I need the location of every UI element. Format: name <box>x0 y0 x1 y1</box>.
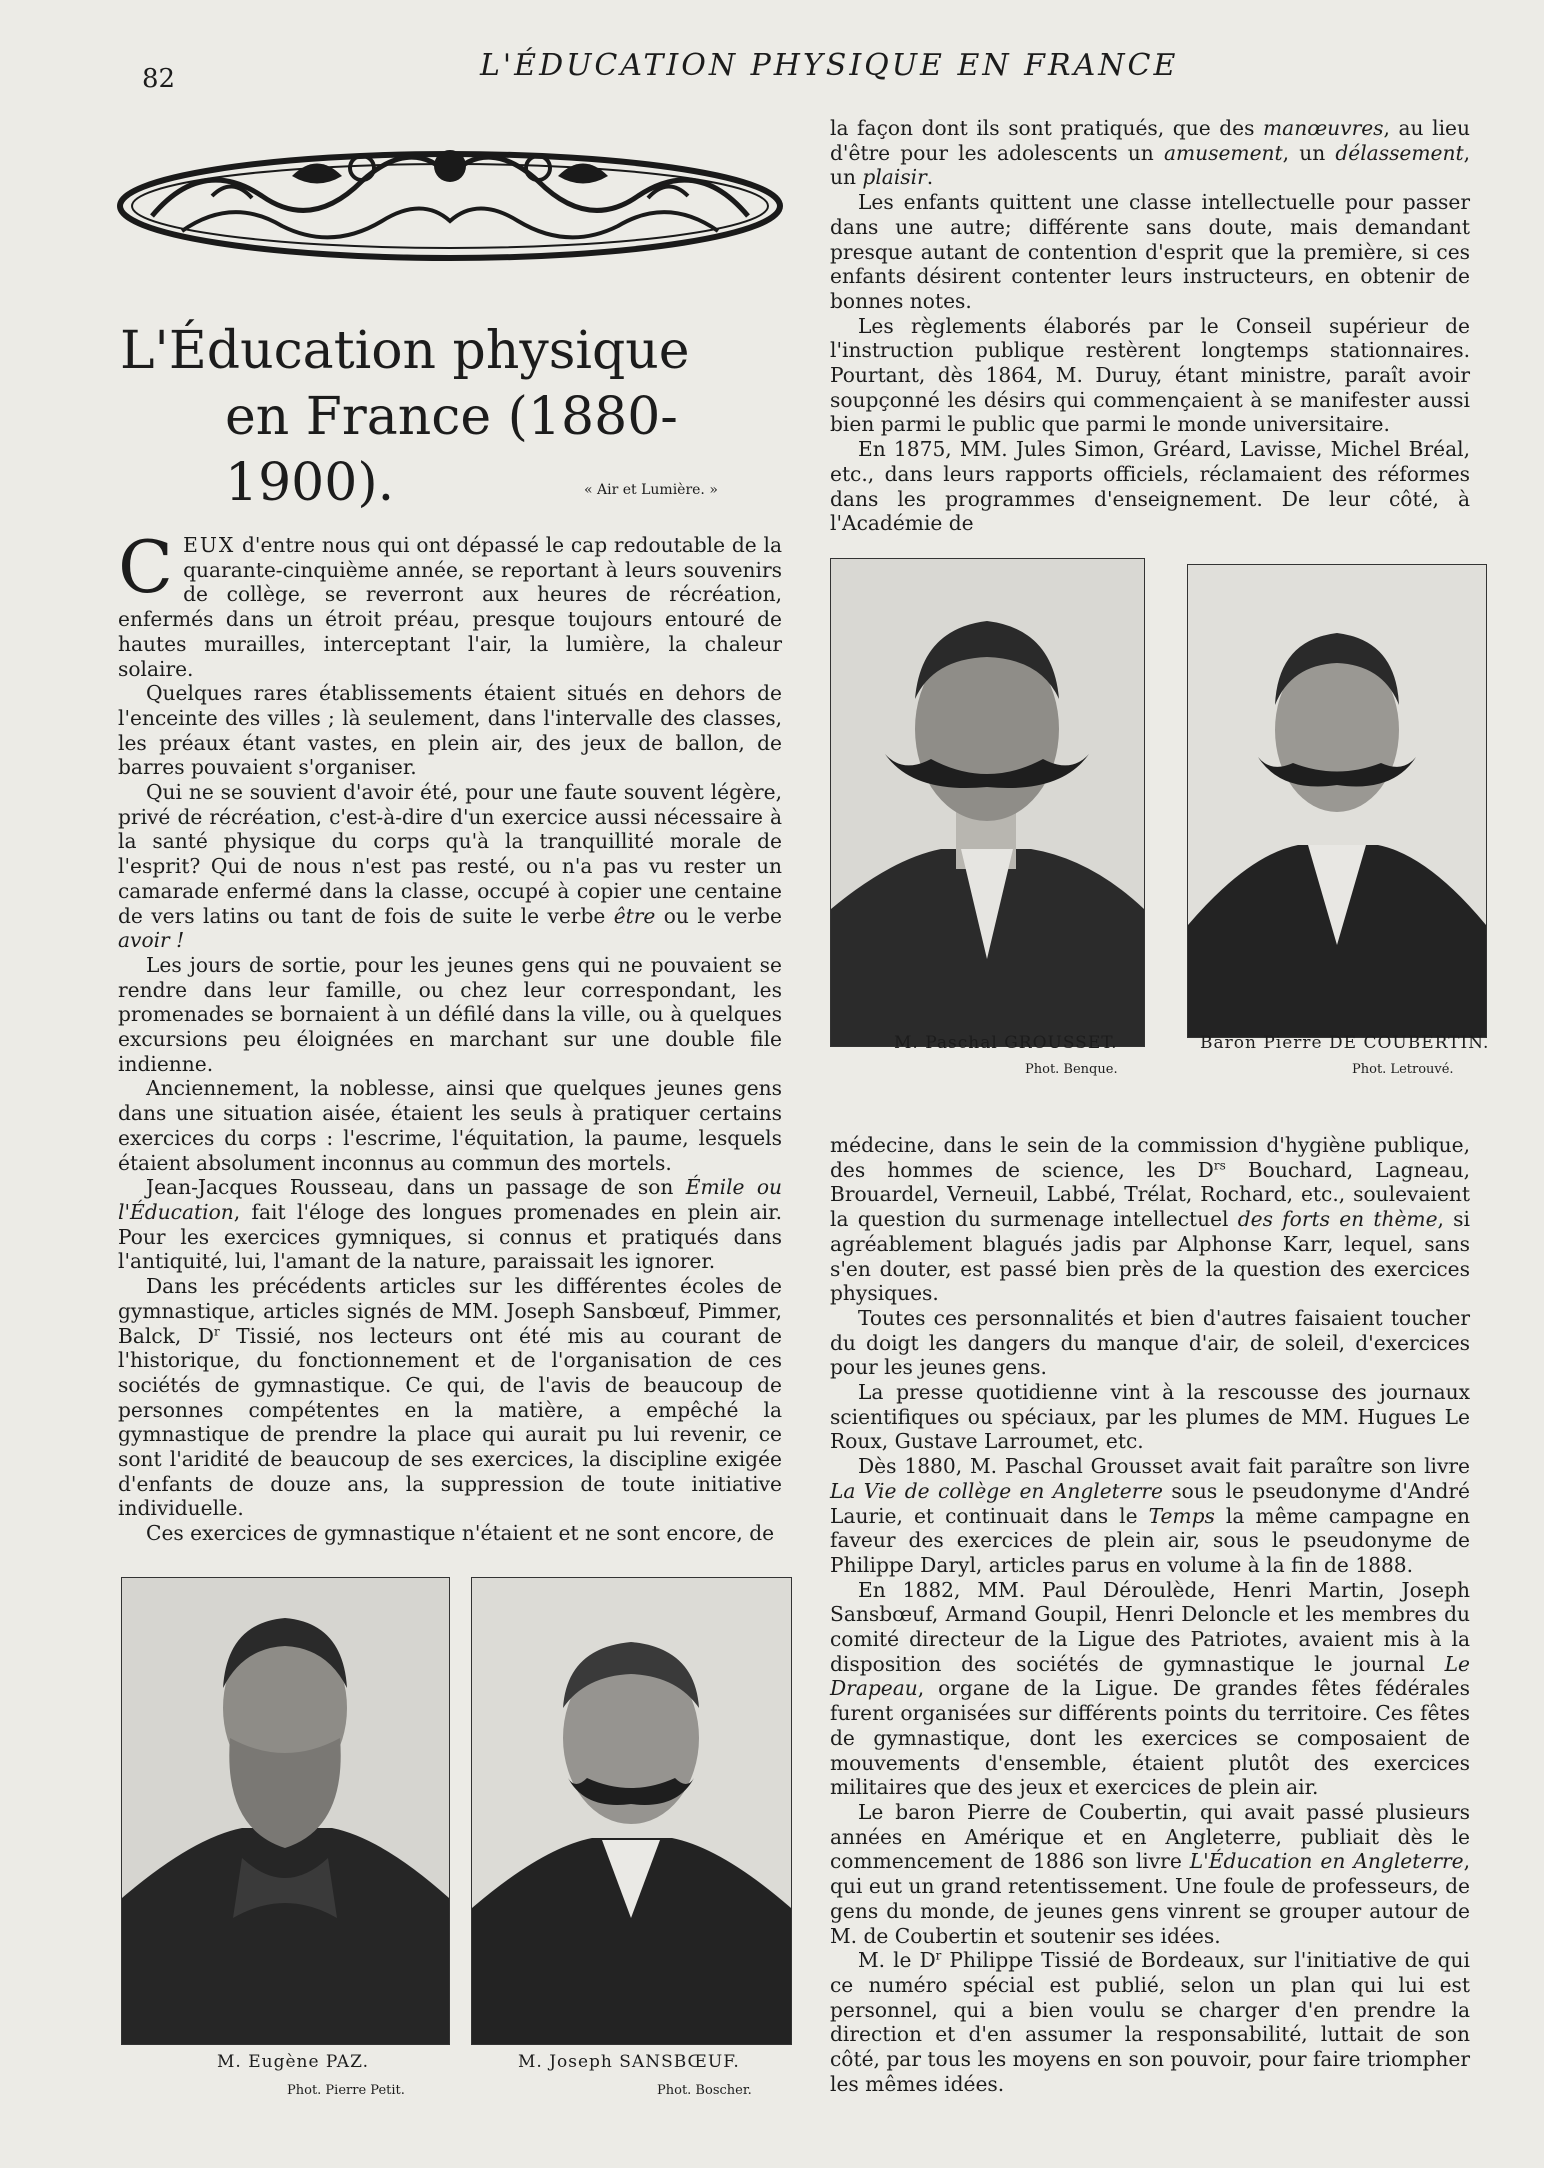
paragraph: Toutes ces personnalités et bien d'autres faisaient toucher du doigt les dangers du manque d'air, de soleil, d'exercices pour les jeunes gens. <box>830 1305 1470 1380</box>
paragraph <box>830 1948 1470 2096</box>
photo-sansboeuf <box>471 1577 792 2045</box>
portrait-grousset-icon <box>831 559 1144 1046</box>
italic-text: être <box>613 903 656 928</box>
paragraph: La presse quotidienne vint à la rescousse des journaux scientifiques ou spéciaux, par les plumes de MM. Hugues Le Roux, Gustave Larroumet, etc. <box>830 1380 1470 1454</box>
paragraph-text: Tissié, nos lecteurs ont été mis au courant de l'historique, du fonctionnement et de l'organisation de ces sociétés de gymnastique. Ce qui, de l'avis de beaucoup de personnes compétentes en la matière, a empêché la gymnastique de prendre la place qui aurait pu lui revenir, ce sont l'aridité de beaucoup de ses exercices, la discipline exigée d'enfants de douze ans, la suppression de toute initiative individuelle. <box>118 1323 782 1521</box>
caption-grousset: M. Paschal GROUSSET. <box>894 1033 1118 1053</box>
paragraph-text: Dès 1880, M. Paschal Grousset avait fait paraître son livre <box>858 1454 1470 1479</box>
paragraph: Les enfants quittent une classe intellectuelle pour passer dans une autre; différente sans doute, mais demandant presque autant de contention d'esprit que la première, si ces enfants désirent contenter leurs instructeurs, en obtenir de bonnes notes. <box>830 190 1470 313</box>
title-line-2: en France (1880-1900). <box>225 387 678 513</box>
paragraph: En 1875, MM. Jules Simon, Gréard, Lavisse, Michel Bréal, etc., dans leurs rapports officiels, réclamaient des réformes dans les programmes d'enseignement. De leur côté, à l'Académie de <box>830 437 1470 536</box>
decorative-ornament-icon <box>112 136 788 266</box>
paragraph-text: , fait l'éloge des longues promenades en plein air. Pour les exercices gymniques, si connus et pratiqués dans l'antiquité, lui, l'amant de la nature, paraissait les ignorer. <box>118 1199 782 1274</box>
credit-paz: Phot. Pierre Petit. <box>287 2083 405 2098</box>
epigraph: « Air et Lumière. » <box>584 482 718 498</box>
paragraph-text: Dans les précédents articles sur les différentes écoles de gymnastique, articles signés de MM. Joseph Sansbœuf, Pimmer, Balck, D <box>118 1274 782 1348</box>
paragraph-text: la façon dont ils sont pratiqués, que des <box>830 116 1264 140</box>
paragraph <box>118 1274 782 1521</box>
right-column-top <box>830 116 1470 536</box>
paragraph-text: Philippe Tissié de Bordeaux, sur l'initiative de qui ce numéro spécial est publié, selon un plan qui lui est personnel, qui a bien voulu se charger d'en prendre la direction et d'en assumer la responsabilité, luttait de son côté, par tous les moyens en son pouvoir, pour faire triompher les mêmes idées. <box>830 1948 1470 2096</box>
paragraph-text: Le baron Pierre de Coubertin, qui avait passé plusieurs années en Amérique et en Angleterre, publiait dès le commencement de 1886 son livre <box>830 1799 1470 1874</box>
caption-sansboeuf: M. Joseph SANSBŒUF. <box>518 2052 740 2072</box>
left-column <box>118 525 782 1546</box>
paragraph <box>830 1800 1470 1948</box>
credit-grousset: Phot. Benque. <box>1025 1062 1118 1077</box>
book-title: La Vie de collège en Angleterre <box>830 1478 1163 1503</box>
paragraph <box>830 1133 1470 1306</box>
paragraph-text: , si agréablement blagués jadis par Alphonse Karr, lequel, sans s'en douter, est passé bien près de la question des exercices physiques. <box>830 1207 1470 1306</box>
italic-text: des forts en thème <box>1237 1207 1438 1232</box>
credit-sansboeuf: Phot. Boscher. <box>657 2083 752 2098</box>
paragraph-text: Bouchard, Lagneau, Brouardel, Verneuil, Labbé, Trélat, Rochard, etc., soulevaient la question du surmenage intellectuel <box>830 1157 1470 1232</box>
portrait-sansboeuf-icon <box>472 1578 791 2044</box>
paragraph-text: , un <box>830 140 1470 190</box>
paragraph <box>830 1454 1470 1578</box>
paragraph-text: ou le verbe <box>655 903 782 928</box>
superscript: r <box>213 1323 220 1338</box>
paragraph-text: la même campagne en faveur des exercices de plein air, sous le pseudonyme de Philippe Daryl, articles parus en volume à la fin de 1888. <box>830 1503 1471 1577</box>
paragraph <box>118 525 782 681</box>
italic-text: manœuvres <box>1263 116 1384 140</box>
paragraph-text: Qui ne se souvient d'avoir été, pour une faute souvent légère, privé de récréation, c'est-à-dire d'un exercice aussi nécessaire à la santé physique du corps qu'à la tranquillité morale de l'esprit? Qui de nous n'est pas resté, ou n'a pas vu rester un camarade enfermé dans la classe, occupé à copier une centaine de vers latins ou tant de fois de suite le verbe <box>118 780 782 928</box>
paragraph-text: d'entre nous qui ont dépassé le cap redoutable de la quarante-cinquième année, se reportant à leurs souvenirs de collège, se reverront aux heures de récréation, enfermés dans un étroit préau, presque toujours entouré de hautes murailles, interceptant l'air, la lumière, la chaleur solaire. <box>118 533 782 681</box>
photo-grousset <box>830 558 1145 1047</box>
caption-coubertin: Baron Pierre DE COUBERTIN. <box>1200 1033 1490 1053</box>
running-title: L'ÉDUCATION PHYSIQUE EN FRANCE <box>480 48 1179 83</box>
paragraph-text: sous le pseudonyme d'André Laurie, et continuait dans le <box>830 1478 1470 1528</box>
caption-paz: M. Eugène PAZ. <box>217 2052 370 2072</box>
paragraph <box>830 1578 1470 1800</box>
italic-text: Temps <box>1148 1503 1215 1528</box>
paragraph-text: , au lieu d'être pour les adolescents un <box>830 116 1470 165</box>
photo-coubertin <box>1187 564 1487 1038</box>
paragraph-text: , organe de la Ligue. De grandes fêtes fédérales furent organisées sur différents points du territoire. Ces fêtes de gymnastique, dont les exercices se composaient de mouvements d'ensemble, étaient plutôt des exercices militaires que des jeux et exercices de plein air. <box>830 1676 1470 1800</box>
italic-text: délassement <box>1335 140 1464 165</box>
paragraph: Les jours de sortie, pour les jeunes gens qui ne pouvaient se rendre dans leur famille, ou chez leur correspondant, les promenades se bornaient à un défilé dans la ville, ou à quelques excursions peu éloignées en marchant sur une double file indienne. <box>118 952 782 1076</box>
superscript: rs <box>1213 1157 1226 1172</box>
paragraph-text: , un <box>1282 140 1336 165</box>
paragraph: Ces exercices de gymnastique n'étaient et ne sont encore, de <box>146 1521 775 1546</box>
italic-text: avoir ! <box>118 928 185 953</box>
photo-paz <box>121 1577 450 2045</box>
title-line-1: L'Éducation physique <box>120 321 690 381</box>
paragraph-text: M. le D <box>858 1948 936 1973</box>
paragraph <box>118 780 782 953</box>
lead-caps: EUX <box>183 533 236 557</box>
paragraph-text: Jean-Jacques Rousseau, dans un passage de son <box>146 1175 686 1200</box>
right-column-bottom <box>830 1133 1470 2096</box>
paragraph: Les règlements élaborés par le Conseil supérieur de l'instruction publique restèrent longtemps stationnaires. Pourtant, dès 1864, M. Duruy, étant ministre, paraît avoir soupçonné les désirs qui commençaient à se manifester aussi bien parmi le public que parmi le monde universitaire. <box>830 313 1470 437</box>
drop-cap: C <box>118 525 174 609</box>
paragraph-text: En 1882, MM. Paul Déroulède, Henri Martin, Joseph Sansbœuf, Armand Goupil, Henri Deloncle et les membres du comité directeur de la Ligue des Patriotes, avaient mis à la disposition des sociétés de gymnastique le journal <box>830 1577 1470 1676</box>
portrait-coubertin-icon <box>1188 565 1486 1037</box>
paragraph-text: médecine, dans le sein de la commission d'hygiène publique, des hommes de science, les D <box>830 1133 1470 1182</box>
page-number: 82 <box>142 64 176 94</box>
paragraph: Anciennement, la noblesse, ainsi que quelques jeunes gens dans une situation aisée, étaient les seuls à pratiquer certains exercices du corps : l'escrime, l'équitation, la paume, lesquels étaient absolument inconnus au commun des mortels. <box>118 1076 782 1175</box>
book-title: L'Éducation en Angleterre <box>1189 1849 1464 1874</box>
portrait-paz-icon <box>122 1578 449 2044</box>
credit-coubertin: Phot. Letrouvé. <box>1352 1062 1454 1077</box>
paragraph <box>118 1175 782 1274</box>
paragraph-text: , qui eut un grand retentissement. Une foule de professeurs, de gens du monde, de jeunes gens vinrent se grouper autour de M. de Coubertin et soutenir ses idées. <box>830 1849 1470 1948</box>
italic-text: Le Drapeau <box>830 1651 1470 1701</box>
italic-text: amusement <box>1163 140 1283 165</box>
superscript: r <box>935 1948 942 1963</box>
paragraph: Quelques rares établissements étaient situés en dehors de l'enceinte des villes ; là seulement, dans l'intervalle des classes, les préaux étant vastes, en plein air, des jeux de ballon, de barres pouvaient s'organiser. <box>118 681 782 780</box>
italic-text: plaisir <box>862 165 927 190</box>
paragraph <box>830 116 1470 190</box>
book-title: Émile ou l'Éducation <box>118 1175 782 1224</box>
paragraph-text: . <box>926 165 934 190</box>
